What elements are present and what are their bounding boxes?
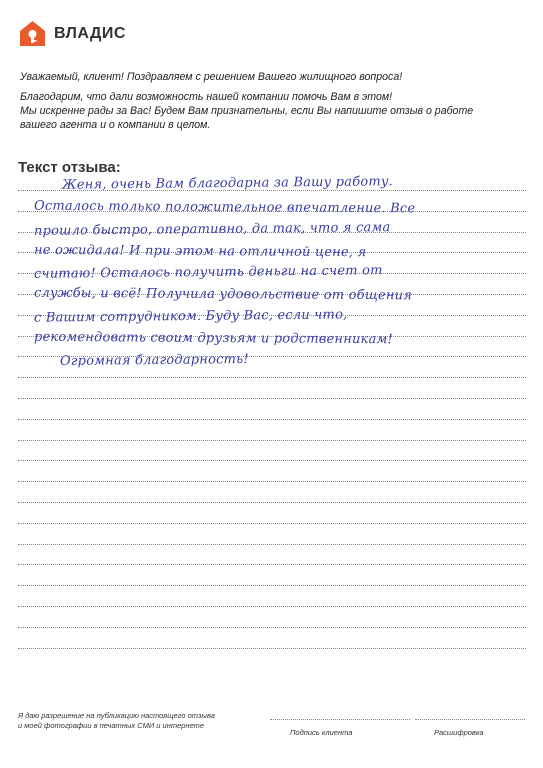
ruled-line xyxy=(18,502,526,503)
handwritten-line: прошло быстро, оперативно, да так, что я сама xyxy=(33,220,391,239)
decryption-label: Расшифровка xyxy=(434,728,484,737)
ruled-line xyxy=(18,544,526,545)
handwritten-line: Женя, очень Вам благодарна за Вашу работу. xyxy=(61,174,394,193)
ruled-line xyxy=(18,606,526,607)
signature-field xyxy=(270,719,410,720)
ruled-line xyxy=(18,627,526,628)
intro-line: вашего агента и о компании в целом. xyxy=(20,119,211,131)
intro-text xyxy=(20,70,520,132)
handwritten-line: рекомендовать своим друзьям и родственникам! xyxy=(33,329,393,348)
ruled-line xyxy=(18,440,526,441)
ruled-line xyxy=(18,564,526,565)
handwritten-line: считаю! Осталось получить деньги на счет от xyxy=(33,263,383,282)
review-heading: Текст отзыва: xyxy=(18,159,121,176)
company-logo xyxy=(19,20,126,47)
handwritten-line: службы, и всё! Получила удовольствие от общения xyxy=(33,285,413,304)
handwritten-line: Осталось только положительное впечатление. Все xyxy=(33,198,416,217)
ruled-line xyxy=(18,377,526,378)
ruled-line xyxy=(18,336,526,337)
ruled-line xyxy=(18,356,526,357)
ruled-line xyxy=(18,419,526,420)
consent-line: Я даю разрешение на публикацию настоящего отзыва xyxy=(18,711,215,720)
signature-label: Подпись клиента xyxy=(290,728,353,737)
ruled-line xyxy=(18,273,526,274)
ruled-line xyxy=(18,398,526,399)
handwritten-line: с Вашим сотрудником. Буду Вас, если что, xyxy=(33,307,348,326)
ruled-line xyxy=(18,460,526,461)
decryption-field xyxy=(415,719,525,720)
logo-text: ВЛАДИС xyxy=(54,24,126,42)
handwritten-line: не ожидала! И при этом на отличной цене, я xyxy=(33,242,367,261)
intro-line: Уважаемый, клиент! Поздравляем с решением Вашего жилищного вопроса! xyxy=(20,71,403,83)
ruled-line xyxy=(18,523,526,524)
ruled-line xyxy=(18,315,526,316)
ruled-line xyxy=(18,481,526,482)
ruled-line xyxy=(18,232,526,233)
ruled-line xyxy=(18,211,526,212)
ruled-line xyxy=(18,190,526,191)
publication-consent xyxy=(18,711,248,731)
ruled-line xyxy=(18,294,526,295)
ruled-line xyxy=(18,648,526,649)
ruled-line xyxy=(18,585,526,586)
intro-line: Благодарим, что дали возможность нашей компании помочь Вам в этом! xyxy=(20,91,393,103)
consent-line: и моей фотографии в печатных СМИ и интернете xyxy=(18,721,205,730)
intro-line: Мы искренне рады за Вас! Будем Вам признательны, если Вы напишите отзыв о работе xyxy=(20,105,474,117)
handwritten-line: Огромная благодарность! xyxy=(59,352,249,369)
ruled-line xyxy=(18,252,526,253)
house-key-icon xyxy=(19,20,46,47)
